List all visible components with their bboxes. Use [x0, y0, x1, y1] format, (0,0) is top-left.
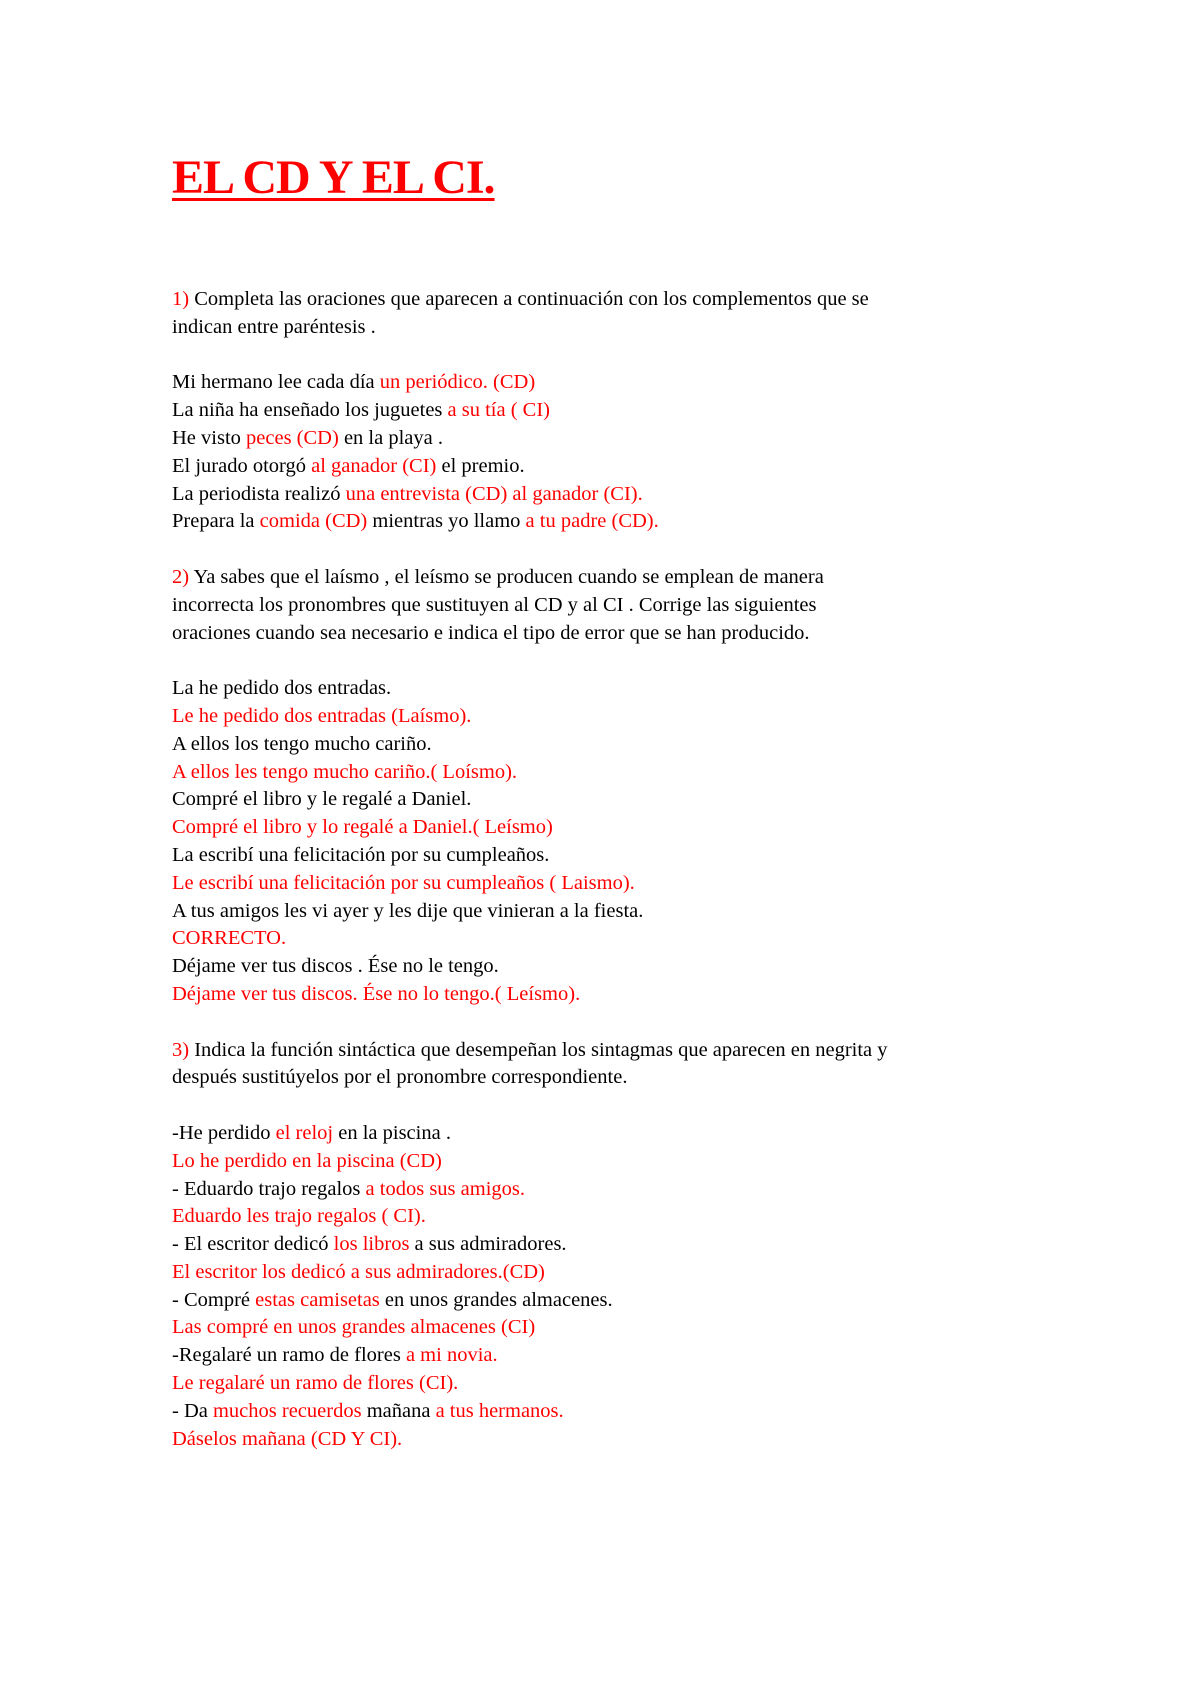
exercise-text: el premio.	[436, 454, 525, 477]
text-line	[172, 731, 1072, 759]
exercise-text: -He perdido	[172, 1121, 276, 1144]
paragraph-gap	[172, 1092, 1072, 1120]
text-line	[172, 786, 1072, 814]
exercise-text: A ellos los tengo mucho cariño.	[172, 732, 432, 755]
text-line	[172, 314, 1072, 342]
answer-text: estas camisetas	[255, 1288, 380, 1311]
exercise-text: Prepara la	[172, 510, 260, 533]
answer-text: A ellos les tengo mucho cariño.( Loísmo).	[172, 760, 518, 783]
text-line	[172, 759, 1072, 787]
text-line	[172, 925, 1072, 953]
document-body	[172, 286, 1072, 1453]
answer-text: Las compré en unos grandes almacenes (CI)	[172, 1316, 536, 1339]
exercise-text: Indica la función sintáctica que desempeñan los sintagmas que aparecen en negrita y	[189, 1038, 888, 1061]
text-line	[172, 1176, 1072, 1204]
text-line	[172, 425, 1072, 453]
exercise-text: en la piscina .	[333, 1121, 451, 1144]
answer-text: El escritor los dedicó a sus admiradores.(CD)	[172, 1260, 545, 1283]
text-line	[172, 286, 1072, 314]
paragraph-gap	[172, 342, 1072, 370]
exercise-text: He visto	[172, 426, 247, 449]
answer-text: Le escribí una felicitación por su cumpleaños ( Laismo).	[172, 871, 635, 894]
paragraph-gap	[172, 647, 1072, 675]
text-line	[172, 1342, 1072, 1370]
exercise-text: a sus admiradores.	[409, 1233, 567, 1256]
text-line	[172, 1287, 1072, 1315]
answer-text: Le regalaré un ramo de flores (CI).	[172, 1372, 459, 1395]
exercise-text: Compré el libro y le regalé a Daniel.	[172, 788, 472, 811]
answer-text: comida (CD)	[259, 510, 368, 533]
exercise-text: - El escritor dedicó	[172, 1233, 334, 1256]
text-line	[172, 564, 1072, 592]
paragraph-gap	[172, 536, 1072, 564]
exercise-text: mañana	[361, 1399, 436, 1422]
exercise-text: La he pedido dos entradas.	[172, 677, 392, 700]
text-line	[172, 1037, 1072, 1065]
exercise-text: Mi hermano lee cada día	[172, 371, 380, 394]
answer-text: el reloj	[275, 1121, 334, 1144]
exercise-text: oraciones cuando sea necesario e indica el tipo de error que se han producido.	[172, 621, 810, 644]
exercise-text: -Regalaré un ramo de flores	[172, 1344, 406, 1367]
exercise-text: en la playa .	[338, 426, 443, 449]
answer-text: Le he pedido dos entradas (Laísmo).	[172, 704, 472, 727]
text-line	[172, 981, 1072, 1009]
text-line	[172, 1314, 1072, 1342]
text-line	[172, 953, 1072, 981]
exercise-text: A tus amigos les vi ayer y les dije que vinieran a la fiesta.	[172, 899, 644, 922]
text-line	[172, 675, 1072, 703]
text-line	[172, 1231, 1072, 1259]
answer-text: a todos sus amigos.	[365, 1177, 525, 1200]
exercise-text: La niña ha enseñado los juguetes	[172, 399, 448, 422]
text-line	[172, 592, 1072, 620]
text-line	[172, 1203, 1072, 1231]
answer-text: Dáselos mañana (CD Y CI).	[172, 1427, 403, 1450]
text-line	[172, 842, 1072, 870]
answer-text: Compré el libro y lo regalé a Daniel.( Leísmo)	[172, 816, 553, 839]
answer-text: peces (CD)	[246, 426, 339, 449]
text-line	[172, 1148, 1072, 1176]
exercise-text: mientras yo llamo	[367, 510, 526, 533]
text-line	[172, 814, 1072, 842]
text-line	[172, 1259, 1072, 1287]
text-line	[172, 620, 1072, 648]
exercise-text: La escribí una felicitación por su cumpleaños.	[172, 843, 550, 866]
exercise-text: Ya sabes que el laísmo , el leísmo se producen cuando se emplean de manera	[189, 565, 824, 588]
answer-text: CORRECTO.	[172, 927, 287, 950]
exercise-text: Completa las oraciones que aparecen a continuación con los complementos que se	[189, 288, 869, 310]
exercise-text: después sustitúyelos por el pronombre correspondiente.	[172, 1066, 628, 1089]
answer-text: Eduardo les trajo regalos ( CI).	[172, 1205, 426, 1228]
text-line	[172, 1398, 1072, 1426]
text-line	[172, 369, 1072, 397]
text-line	[172, 508, 1072, 536]
answer-text: una entrevista (CD) al ganador (CI).	[345, 482, 643, 505]
text-line	[172, 1426, 1072, 1454]
answer-text: muchos recuerdos	[212, 1399, 362, 1422]
text-line	[172, 397, 1072, 425]
answer-text: a su tía ( CI)	[447, 399, 551, 422]
text-line	[172, 453, 1072, 481]
answer-text: a mi novia.	[405, 1344, 498, 1367]
text-line	[172, 1120, 1072, 1148]
exercise-text: La periodista realizó	[172, 482, 346, 505]
answer-text: 3)	[172, 1038, 190, 1061]
exercise-text: incorrecta los pronombres que sustituyen al CD y al CI . Corrige las siguientes	[172, 593, 817, 616]
paragraph-gap	[172, 1009, 1072, 1037]
answer-text: a tu padre (CD).	[525, 510, 659, 533]
answer-text: a tus hermanos.	[435, 1399, 564, 1422]
exercise-text: El jurado otorgó	[172, 454, 312, 477]
text-line	[172, 1370, 1072, 1398]
exercise-text: indican entre paréntesis .	[172, 315, 376, 338]
exercise-text: en unos grandes almacenes.	[379, 1288, 613, 1311]
answer-text: Déjame ver tus discos. Ése no lo tengo.( Leísmo).	[172, 982, 581, 1005]
exercise-text: - Da	[172, 1399, 213, 1422]
exercise-text: Déjame ver tus discos . Ése no le tengo.	[172, 955, 499, 978]
answer-text: un periódico. (CD)	[379, 371, 536, 394]
answer-text: al ganador (CI)	[311, 454, 437, 477]
answer-text: Lo he perdido en la piscina (CD)	[172, 1149, 442, 1172]
answer-text: 1)	[172, 288, 190, 310]
text-line	[172, 1064, 1072, 1092]
text-line	[172, 870, 1072, 898]
document-title: EL CD Y EL CI.	[172, 151, 495, 204]
answer-text: 2)	[172, 565, 190, 588]
text-line	[172, 703, 1072, 731]
exercise-text: - Compré	[172, 1288, 256, 1311]
exercise-text: - Eduardo trajo regalos	[172, 1177, 366, 1200]
text-line	[172, 898, 1072, 926]
answer-text: los libros	[333, 1233, 410, 1256]
text-line	[172, 481, 1072, 509]
